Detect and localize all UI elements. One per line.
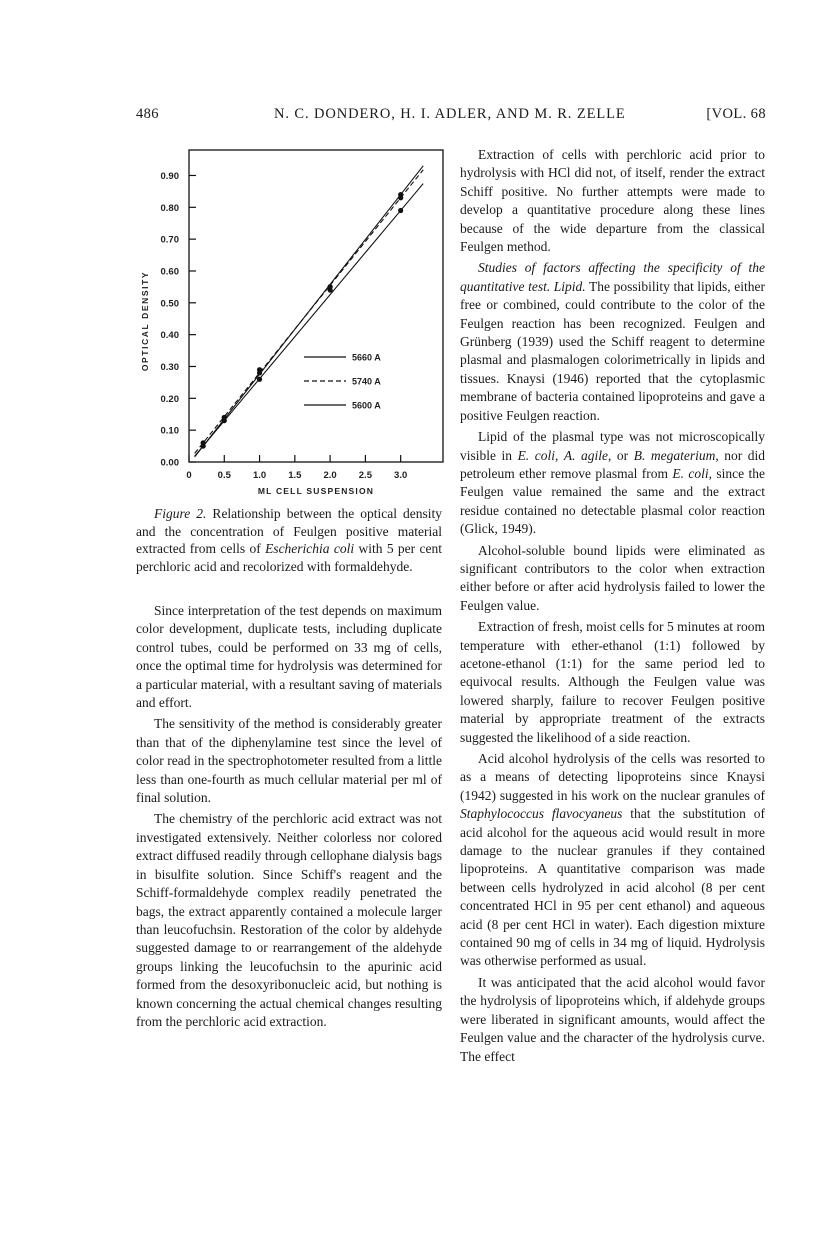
- x-tick-label: 2.0: [323, 470, 337, 481]
- figure-caption: [136, 505, 442, 575]
- legend-label: 5740 A: [352, 376, 381, 387]
- section-heading: Studies of factors affecting the specificity of the quantitative test. Lipid.: [460, 260, 765, 294]
- paragraph: [460, 259, 765, 425]
- header-volume: [VOL. 68: [706, 106, 766, 122]
- paragraph: Alcohol-soluble bound lipids were eliminated as significant contributors to the color when extraction either before or after acid hydrolysis failed to lower the Feulgen value.: [460, 542, 765, 613]
- y-tick-label: 0.80: [160, 202, 179, 214]
- paragraph-text: Lipid of the plasmal type was not microscopically visible in: [460, 429, 765, 463]
- caption-text-end: with 5 per cent perchloric acid and recolorized with formaldehyde.: [136, 541, 442, 574]
- species-name: E. coli: [672, 465, 709, 481]
- x-tick-label: 3.0: [394, 470, 408, 481]
- y-tick-label: 0.20: [160, 393, 179, 405]
- caption-species: Escherichia coli: [265, 541, 355, 557]
- data-point: [201, 443, 206, 448]
- y-tick-label: 0.40: [160, 330, 179, 342]
- data-point: [398, 195, 403, 200]
- x-tick-label: 1.5: [288, 470, 302, 481]
- right-column: [460, 146, 765, 1066]
- paragraph-text: , or: [608, 447, 634, 463]
- y-tick-label: 0.10: [160, 425, 179, 437]
- paragraph-text: Acid alcohol hydrolysis of the cells was resorted to as a means of detecting lipoproteins since Knaysi (1942) suggested in his work on the nuclear granules of: [460, 751, 765, 803]
- header-authors: N. C. DONDERO, H. I. ADLER, AND M. R. ZELLE: [274, 106, 626, 122]
- y-tick-label: 0.00: [160, 457, 179, 469]
- figure-2-chart: [128, 140, 448, 500]
- species-name: E. coli: [517, 447, 555, 463]
- x-tick-label: 0: [186, 470, 192, 481]
- data-point: [257, 370, 262, 375]
- y-tick-label: 0.60: [160, 266, 179, 278]
- paragraph-text: The possibility that lipids, either free or combined, could contribute to the color of the Feulgen reaction has been recognized. Feulgen and Grünberg (1939) used the Schiff reagent to determine plasmal and plasmalogen colorimetrically in lipids and tissues. Knaysi (1946) reported that the cytoplasmic membrane of bacteria contained lipoproteins and gave a positive Feulgen reaction.: [460, 278, 765, 423]
- paragraph: It was anticipated that the acid alcohol would favor the hydrolysis of lipoproteins which, if aldehyde groups were liberated in significant amounts, would affect the Feulgen value and the character of the hydrolysis curve. The effect: [460, 974, 765, 1064]
- chart-svg: [128, 140, 448, 500]
- y-tick-label: 0.50: [160, 298, 179, 310]
- legend-label: 5600 A: [352, 400, 381, 411]
- y-tick-label: 0.90: [160, 170, 179, 182]
- paragraph: Since interpretation of the test depends on maximum color development, duplicate tests, including duplicate control tubes, could be performed on 33 mg of cells, once the optimal time for hydrolysis was determined for a particular material, with a resultant saving of materials and effort.: [136, 603, 442, 711]
- paragraph: [460, 428, 765, 538]
- y-tick-label: 0.30: [160, 361, 179, 373]
- species-name: A. agile: [563, 447, 609, 463]
- paragraph-text: , nor did petroleum ether remove plasmal from: [460, 447, 766, 481]
- paragraph: The chemistry of the perchloric acid extract was not investigated extensively. Neither colorless nor colored extract diffused readily through cellophane dialysis bags in bisulfite solution. Since Schiff's reagent and the Schiff-formaldehyde complex readily penetrated the bags, the extract apparently contained a molecule larger than leucofuchsin. Restoration of the color by aldehyde suggested damage to or rearrangement of the aldehyde groups linking the leucofuchsin to the apurinic acid formed from the desoxyribonucleic acid, but nothing is known concerning the actual chemical changes resulting from the perchloric acid extraction.: [136, 811, 442, 1029]
- page-number: 486: [136, 106, 159, 122]
- series-line: [195, 166, 424, 457]
- species-name: B. megaterium: [633, 447, 716, 463]
- paragraph: Extraction of cells with perchloric acid prior to hydrolysis with HCl did not, of itself, render the extract Schiff positive. No further attempts were made to develop a quantitative procedure along these lines because of the wide departure from the classical Feulgen method.: [460, 147, 765, 255]
- left-column: [136, 602, 442, 1031]
- data-point: [398, 208, 403, 213]
- paragraph-text: that the substitution of acid alcohol for the aqueous acid would result in more damage to the nuclear granules if they contained lipoproteins. A quantitative comparison was made between cells hydrolyzed in acid alcohol (8 per cent concentrated HCl in 95 per cent ethanol) and aqueous acid (8 per cent HCl in water). Each digestion mixture contained 90 mg of cells in 34 mg of liquid. Hydrolysis was otherwise performed as usual.: [460, 806, 765, 969]
- y-axis-label: OPTICAL DENSITY: [140, 270, 150, 372]
- series-line: [195, 184, 424, 457]
- legend-label: 5660 A: [352, 352, 381, 363]
- caption-label: Figure 2.: [154, 506, 207, 521]
- paragraph-text: ,: [554, 447, 564, 463]
- data-point: [328, 287, 333, 292]
- x-tick-label: 1.0: [252, 470, 267, 481]
- paragraph: Extraction of fresh, moist cells for 5 minutes at room temperature with ether-ethanol (1:1) followed by acetone-ethanol (1:1) for the same period led to equivocal results. Although the Feulgen value was lowered sharply, failure to recover Feulgen positive material by appropriate treatment of the extracts suggested the likelihood of a side reaction.: [460, 619, 765, 745]
- x-axis-label: ML CELL SUSPENSION: [257, 486, 375, 496]
- x-tick-label: 0.5: [217, 470, 231, 481]
- caption-text: Relationship between the optical density and the concentration of Feulgen positive material extracted from cells of: [136, 506, 442, 557]
- running-header: [136, 106, 766, 128]
- data-point: [222, 418, 227, 423]
- paragraph-text: , since the Feulgen value remained the same and the extract residue contained no detectable plasmal color reaction (Glick, 1949).: [460, 465, 765, 537]
- data-point: [257, 377, 262, 382]
- paragraph: [460, 750, 765, 971]
- x-tick-label: 2.5: [358, 470, 372, 481]
- y-tick-label: 0.70: [160, 234, 179, 246]
- species-name: Staphylococcus flavocyaneus: [460, 806, 623, 822]
- series-line: [195, 170, 424, 454]
- paragraph: The sensitivity of the method is considerably greater than that of the diphenylamine test since the level of color read in the spectrophotometer resulted from a little less than one-fourth as much cellular material per ml of final solution.: [136, 716, 442, 806]
